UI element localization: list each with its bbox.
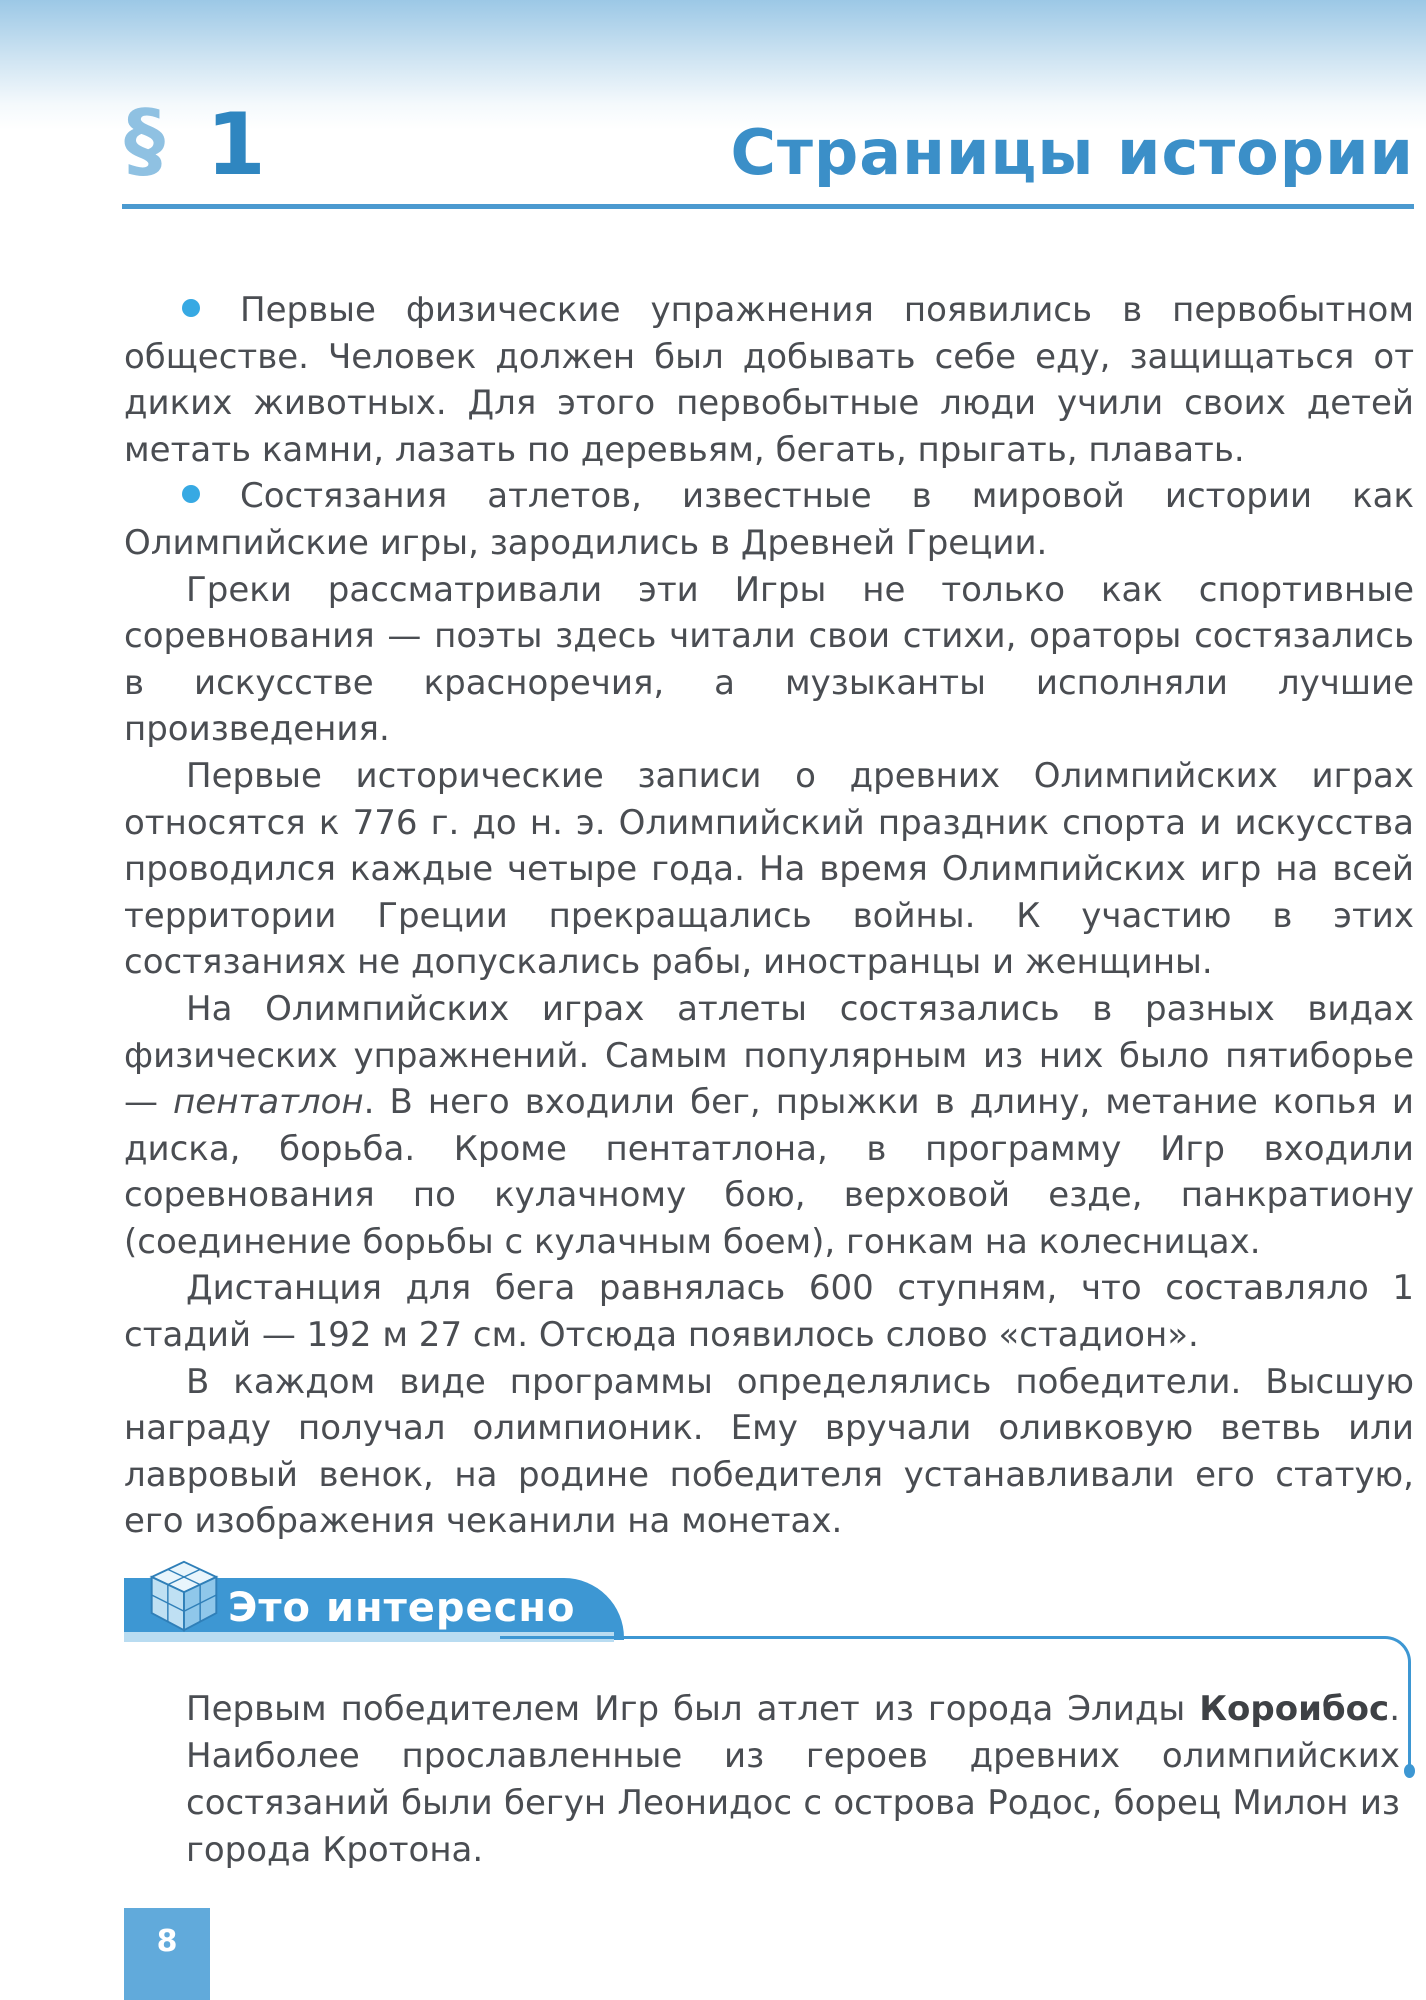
winner-name: Короибос bbox=[1199, 1689, 1390, 1729]
paragraph: Дистанция для бега равнялась 600 ступням, что составляло 1 стадий — 192 м 27 см. Отсюда появилось слово «стадион». bbox=[124, 1268, 1414, 1356]
bullet-icon bbox=[182, 299, 200, 317]
paragraph: Греки рассматривали эти Игры не только как спортивные соревнования — поэты здесь читали свои стихи, ораторы состязались в искусстве красноречия, а музыканты исполняли лучшие произведения. bbox=[124, 569, 1414, 750]
paragraph: Первые исторические записи о древних Олимпийских играх относятся к 776 г. до н. э. Олимпийский праздник спорта и искусства проводился каждые четыре года. На время Олимпийских игр на всей территории Греции прекращались войны. К участию в этих состязаниях не допускались рабы, иностранцы и женщины. bbox=[124, 755, 1414, 983]
paragraph: Первые физические упражнения появились в первобытном обществе. Человек должен был добывать себе еду, защищаться от диких животных. Для этого первобытные люди учили своих детей метать камни, лазать по деревьям, бегать, прыгать, плавать. bbox=[124, 290, 1414, 470]
interesting-header bbox=[124, 1564, 1414, 1644]
paragraph: В каждом виде программы определялись победители. Высшую награду получал олимпионик. Ему вручали оливковую ветвь или лавровый венок, на родине победителя устанавливали его статую, его изображения чеканили на монетах. bbox=[124, 1361, 1414, 1542]
frame-end-dot bbox=[1404, 1764, 1415, 1778]
cube-icon bbox=[146, 1558, 222, 1634]
section-sign: § bbox=[124, 93, 165, 188]
interesting-label: Это интересно bbox=[228, 1585, 576, 1631]
term-pentathlon: пентатлон bbox=[173, 1082, 364, 1123]
section-number: 1 bbox=[206, 95, 266, 195]
page-number: 8 bbox=[156, 1924, 178, 1959]
bullet-icon bbox=[182, 485, 200, 503]
title-divider bbox=[122, 204, 1414, 209]
interesting-paragraph: Первым победителем Игр был атлет из города Элиды Короибос. Наиболее прославленные из героев древних олимпийских состязаний были бегун Леонидос с острова Родос, борец Милон из города Кротона. bbox=[186, 1689, 1400, 1870]
paragraph: На Олимпийских играх атлеты состязались в разных видах физических упражнений. Самым популярным из них было пятиборье — пентатлон. В него входили бег, прыжки в длину, метание копья и диска, борьба. Кроме пентатлона, в программу Игр входили соревнования по кулачному бою, верховой езде, панкратиону (соединение борьбы с кулачным боем), гонкам на колесницах. bbox=[124, 988, 1415, 1262]
paragraph: Состязания атлетов, известные в мировой истории как Олимпийские игры, зародились в Древней Греции. bbox=[124, 476, 1414, 563]
page-title: Страницы истории bbox=[730, 116, 1414, 189]
interesting-text bbox=[186, 1686, 1400, 1874]
body-text bbox=[124, 287, 1414, 1545]
